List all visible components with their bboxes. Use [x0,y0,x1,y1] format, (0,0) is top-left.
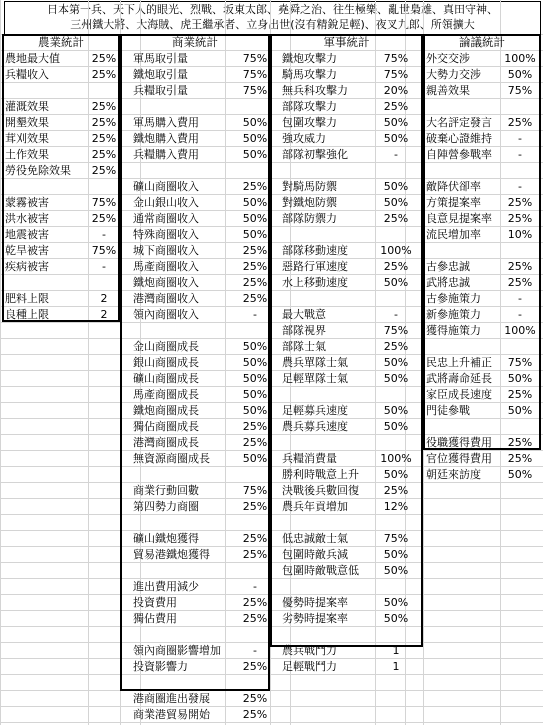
debate-row-value: 25% [507,452,533,465]
debate-row-value: 50% [507,372,533,385]
commerce-row-value: 50% [242,228,268,241]
commerce-row-label: 港灣商圈收入 [133,292,199,305]
military-row-label: 低忠誠敵士氣 [282,532,348,545]
military-row-value: 1 [392,644,400,657]
military-row-label: 對騎馬防禦 [282,180,337,193]
commerce-row-value: 25% [242,548,268,561]
agri-row-label: 農地最大值 [5,52,60,65]
debate-row-value: 25% [507,116,533,129]
debate-row-label: 大勢力交涉 [426,68,481,81]
debate-row-label: 方策提案率 [426,196,481,209]
military-row-value: 50% [383,564,409,577]
military-row-value: 25% [383,260,409,273]
military-row-label: 決戰後兵數回復 [282,484,359,497]
military-row-value: 12% [383,500,409,513]
debate-row-value: 25% [507,260,533,273]
commerce-row-value: 25% [242,244,268,257]
commerce-row-label: 軍馬購入費用 [133,116,199,129]
commerce-row-label: 無資源商圈成長 [133,452,210,465]
debate-row-label: 門徒參戰 [426,404,470,417]
commerce-row-label: 礦山商圈收入 [133,180,199,193]
debate-row-label: 獲得施策力 [426,324,481,337]
military-row-label: 部隊初擊強化 [282,148,348,161]
debate-row-label: 武將壽命延長 [426,372,492,385]
agri-row-label: 肥料上限 [5,292,49,305]
debate-row-label: 家臣成長速度 [426,388,492,401]
commerce-row-value: 25% [242,260,268,273]
agri-row-value: - [102,260,106,273]
commerce-row-label: 兵糧取引量 [133,84,188,97]
military-row-value: 25% [383,484,409,497]
agri-row-label: 灌溉效果 [5,100,49,113]
commerce-row-label: 投資費用 [133,596,177,609]
agri-row-label: 乾旱被害 [5,244,49,257]
debate-row-value: - [518,148,522,161]
commerce-row-label: 鐵炮購入費用 [133,132,199,145]
military-row-value: 50% [383,612,409,625]
agri-row-value: 75% [91,244,117,257]
commerce-row-label: 港灣商圈成長 [133,436,199,449]
military-row-label: 部隊士氣 [282,340,326,353]
title-line-1: 日本第一兵、天下人的眼光、烈戰、坂東太郎、堯舜之治、往生極樂、亂世梟雄、真田守神、 [47,3,498,16]
agri-row-value: 25% [91,164,117,177]
commerce-row-label: 進出費用減少 [133,580,199,593]
military-row-label: 無兵科攻擊力 [282,84,348,97]
debate-row-value: 50% [507,468,533,481]
grid-col-line [0,0,1,725]
military-row-label: 農兵戰鬥力 [282,644,337,657]
commerce-row-value: 75% [242,484,268,497]
commerce-row-label: 商業行動回數 [133,484,199,497]
debate-row-label: 敵降伏卻率 [426,180,481,193]
agri-header: 農業統計 [38,35,84,49]
military-row-label: 農兵募兵速度 [282,420,348,433]
commerce-row-label: 馬產商圈成長 [133,388,199,401]
agri-row-value: 25% [91,100,117,113]
military-row-label: 部隊攻擊力 [282,100,337,113]
commerce-row-value: 25% [242,436,268,449]
commerce-row-label: 金山銀山收入 [133,196,199,209]
military-row-label: 對鐵炮防禦 [282,196,337,209]
debate-row-label: 破棄心證維持 [426,132,492,145]
military-row-label: 兵糧消費量 [282,452,337,465]
commerce-row-value: 50% [242,340,268,353]
commerce-row-value: 50% [242,132,268,145]
debate-row-label: 良意見提案率 [426,212,492,225]
commerce-row-label: 城下商圈收入 [133,244,199,257]
commerce-row-value: 50% [242,356,268,369]
military-row-value: 50% [383,420,409,433]
commerce-row-value: - [253,644,257,657]
commerce-row-label: 兵糧購入費用 [133,148,199,161]
military-row-label: 部隊移動速度 [282,244,348,257]
agri-row-label: 茸刈效果 [5,132,49,145]
debate-row-value: 25% [507,388,533,401]
commerce-row-value: 25% [242,692,268,705]
military-row-value: 50% [383,276,409,289]
commerce-row-label: 領內商圈收入 [133,308,199,321]
military-row-label: 包圍時敵戰意低 [282,564,359,577]
debate-row-label: 新參施策力 [426,308,481,321]
debate-row-label: 民忠上升補正 [426,356,492,369]
military-row-value: 75% [383,324,409,337]
commerce-row-label: 獨佔費用 [133,612,177,625]
agri-row-value: 2 [100,308,108,321]
debate-row-label: 大名評定發言 [426,116,492,129]
military-row-label: 騎馬攻擊力 [282,68,337,81]
military-row-label: 足輕募兵速度 [282,404,348,417]
military-row-label: 優勢時提案率 [282,596,348,609]
debate-row-value: 75% [507,84,533,97]
commerce-row-label: 礦山商圈成長 [133,372,199,385]
commerce-row-label: 特殊商圈收入 [133,228,199,241]
military-row-label: 惡路行軍速度 [282,260,348,273]
commerce-row-label: 銀山商圈成長 [133,356,199,369]
military-row-value: 50% [383,180,409,193]
military-row-value: 100% [380,452,412,465]
debate-row-label: 流民增加率 [426,228,481,241]
agri-row-value: 25% [91,68,117,81]
commerce-row-label: 鐵炮取引量 [133,68,188,81]
commerce-row-value: 50% [242,372,268,385]
military-header: 軍事統計 [323,35,370,49]
agri-row-label: 蒙霧被害 [5,196,49,209]
military-row-value: - [394,148,398,161]
military-row-value: 50% [383,548,409,561]
military-row-value: 25% [383,340,409,353]
commerce-row-value: 25% [242,276,268,289]
debate-row-value: 50% [507,68,533,81]
military-row-value: 20% [383,84,409,97]
agri-row-value: 25% [91,132,117,145]
debate-row-value: 50% [507,404,533,417]
debate-row-value: 10% [507,228,533,241]
military-row-label: 最大戰意 [282,308,326,321]
title-banner [4,1,541,35]
commerce-row-label: 商業港貿易開始 [133,708,210,721]
military-row-value: 75% [383,68,409,81]
military-row-value: 25% [383,212,409,225]
agri-row-label: 良種上限 [5,308,49,321]
military-row-label: 部隊視界 [282,324,326,337]
debate-header: 論議統計 [459,35,505,49]
agri-row-label: 洪水被害 [5,212,49,225]
commerce-row-value: 50% [242,116,268,129]
debate-row-label: 武將忠誠 [426,276,470,289]
commerce-row-label: 領內商圈影響增加 [133,644,221,657]
military-row-value: 75% [383,532,409,545]
commerce-row-value: 25% [242,596,268,609]
debate-row-label: 外交交涉 [426,52,470,65]
debate-row-label: 朝廷來訪度 [426,468,481,481]
military-row-label: 足輕戰鬥力 [282,660,337,673]
agri-row-value: 25% [91,148,117,161]
commerce-row-value: 75% [242,84,268,97]
commerce-row-value: 50% [242,452,268,465]
military-row-value: - [394,308,398,321]
commerce-row-value: 25% [242,708,268,721]
commerce-row-label: 馬產商圈收入 [133,260,199,273]
agri-row-label: 勞役免除效果 [5,164,71,177]
debate-row-value: 75% [507,356,533,369]
commerce-row-label: 貿易港鐵炮獲得 [133,548,210,561]
commerce-row-label: 獨佔商圈成長 [133,420,199,433]
agri-row-label: 開墾效果 [5,116,49,129]
military-row-value: 50% [383,132,409,145]
military-row-label: 農兵年貢增加 [282,500,348,513]
commerce-row-value: 50% [242,388,268,401]
military-row-label: 包圍攻擊力 [282,116,337,129]
military-row-value: 25% [383,100,409,113]
commerce-row-value: 25% [242,660,268,673]
military-row-value: 50% [383,372,409,385]
debate-row-value: 25% [507,436,533,449]
commerce-row-value: 25% [242,180,268,193]
military-row-value: 50% [383,196,409,209]
military-row-label: 勝利時戰意上升 [282,468,359,481]
debate-row-label: 親善效果 [426,84,470,97]
commerce-row-value: 25% [242,612,268,625]
debate-row-label: 自陣營參戰率 [426,148,492,161]
commerce-row-value: 50% [242,196,268,209]
debate-row-label: 古參施策力 [426,292,481,305]
commerce-row-label: 金山商圈成長 [133,340,199,353]
commerce-row-label: 鐵炮商圈成長 [133,404,199,417]
agri-row-label: 兵糧收入 [5,68,49,81]
agri-row-value: 25% [91,212,117,225]
commerce-row-value: 50% [242,148,268,161]
agri-row-label: 疾病被害 [5,260,49,273]
debate-row-value: - [518,308,522,321]
commerce-row-value: 25% [242,292,268,305]
agri-row-value: 2 [100,292,108,305]
debate-row-value: 25% [507,276,533,289]
debate-row-value: - [518,292,522,305]
military-row-label: 農兵單隊士氣 [282,356,348,369]
agri-row-value: 75% [91,196,117,209]
debate-row-value: 100% [504,52,536,65]
commerce-row-value: 25% [242,532,268,545]
agri-row-label: 地震被害 [5,228,49,241]
commerce-row-value: 75% [242,68,268,81]
agri-row-value: 25% [91,116,117,129]
debate-row-value: - [518,132,522,145]
commerce-row-label: 鐵炮商圈收入 [133,276,199,289]
military-row-value: 50% [383,356,409,369]
military-row-value: 1 [392,660,400,673]
agri-row-value: - [102,228,106,241]
military-row-label: 強攻威力 [282,132,326,145]
agri-row-value: 25% [91,52,117,65]
debate-row-value: 25% [507,212,533,225]
debate-row-label: 役職獲得費用 [426,436,492,449]
commerce-row-label: 通常商圈收入 [133,212,199,225]
commerce-row-value: 25% [242,420,268,433]
commerce-row-value: 75% [242,52,268,65]
commerce-row-label: 第四勢力商圈 [133,500,199,513]
agri-row-label: 土作效果 [5,148,49,161]
military-row-value: 50% [383,116,409,129]
military-row-value: 100% [380,244,412,257]
commerce-row-value: 50% [242,404,268,417]
commerce-row-value: 25% [242,500,268,513]
commerce-row-label: 投資影響力 [133,660,188,673]
commerce-row-value: - [253,308,257,321]
military-row-label: 鐵炮攻擊力 [282,52,337,65]
debate-row-value: 100% [504,324,536,337]
military-row-label: 水上移動速度 [282,276,348,289]
debate-row-value: 25% [507,196,533,209]
commerce-row-label: 港商圈進出發展 [133,692,210,705]
commerce-row-value: - [253,580,257,593]
debate-row-label: 古參忠誠 [426,260,470,273]
military-row-value: 50% [383,596,409,609]
military-row-value: 50% [383,468,409,481]
military-row-label: 劣勢時提案率 [282,612,348,625]
commerce-row-label: 礦山鐵炮獲得 [133,532,199,545]
military-row-value: 50% [383,404,409,417]
commerce-row-label: 軍馬取引量 [133,52,188,65]
debate-row-value: - [518,180,522,193]
debate-row-label: 官位獲得費用 [426,452,492,465]
military-row-label: 包圍時敵兵減 [282,548,348,561]
commerce-row-value: 50% [242,212,268,225]
military-row-value: 75% [383,52,409,65]
commerce-header: 商業統計 [172,35,218,49]
military-row-label: 部隊防禦力 [282,212,337,225]
title-line-2: 三州鐵大將、大海賊、虎王繼承者、立身出世(沒有精銳足輕)、夜叉九郎、所領擴大 [70,18,475,31]
military-row-label: 足輕單隊士氣 [282,372,348,385]
